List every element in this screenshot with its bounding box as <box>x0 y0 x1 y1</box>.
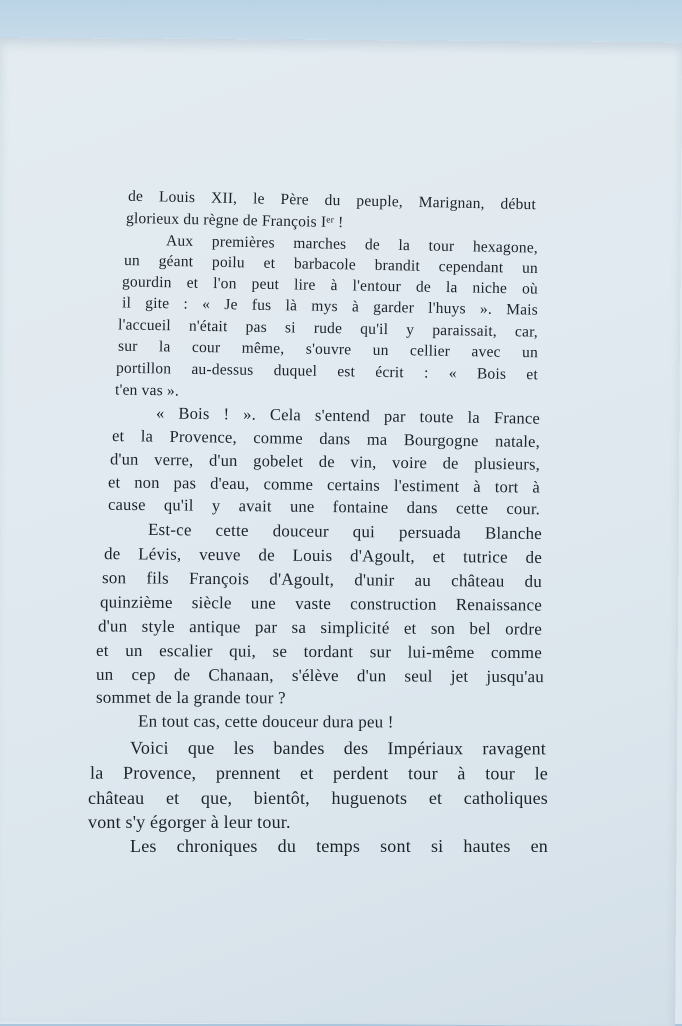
text-line: t'en vas ». <box>114 381 180 400</box>
text-line: et un escalier qui, se tordant sur lui-même comme <box>95 640 543 663</box>
text-line: glorieux du règne de François Iᵉʳ ! <box>125 209 344 232</box>
text-line: son fils François d'Agoult, d'unir au château du <box>101 568 543 591</box>
text-line: sur la cour même, s'ouvre un cellier avec un <box>117 337 539 362</box>
text-line: château et que, bientôt, huguenots et catholiques <box>88 788 548 808</box>
text-line: de Lévis, veuve de Louis d'Agoult, et tutrice de <box>103 544 543 567</box>
text-line: un cep de Chanaan, s'élève d'un seul jet jusqu'au <box>95 664 545 687</box>
text-line: Est-ce cette douceur qui persuada Blanche <box>147 519 543 544</box>
text-line: d'un verre, d'un gobelet de vin, voire de plusieurs, <box>109 449 541 474</box>
text-line: portillon au-dessus duquel est écrit : « Bois et <box>115 359 539 384</box>
text-line: gourdin et l'on peut lire à l'entour de la niche où <box>121 273 539 298</box>
text-line: de Louis XII, le Père du peuple, Marignan, début <box>127 187 537 214</box>
text-line: il gite : « Je fus là mys à garder l'huys ». Mais <box>121 294 539 319</box>
text-line: et non pas d'eau, comme certains l'estiment à tort à <box>107 472 541 497</box>
text-line: d'un style antique par sa simplicité et son bel ordre <box>97 616 543 639</box>
text-line: Aux premières marches de la tour hexagone, <box>165 232 539 257</box>
text-line: un géant poilu et barbacole brandit cependant un <box>123 252 539 277</box>
text-line: l'accueil n'était pas si rude qu'il y paraissait, car, <box>117 316 539 341</box>
text-line: la Provence, prennent et perdent tour à tour le <box>89 762 549 784</box>
text-line: sommet de la grande tour ? <box>95 687 286 708</box>
text-line: et la Provence, comme dans ma Bourgogne natale, <box>111 426 541 451</box>
text-line: vont s'y égorger à leur tour. <box>88 812 291 832</box>
text-line: Les chroniques du temps sont si hautes en <box>130 836 548 856</box>
text-line: quinzième siècle une vaste construction Renaissance <box>99 592 543 615</box>
text-line: « Bois ! ». Cela s'entend par toute la France <box>155 403 541 428</box>
text-line: En tout cas, cette douceur dura peu ! <box>137 711 394 732</box>
text-line: Voici que les bandes des Impériaux ravagent <box>129 737 547 759</box>
text-line: cause qu'il y avait une fontaine dans cette cour. <box>107 494 541 519</box>
